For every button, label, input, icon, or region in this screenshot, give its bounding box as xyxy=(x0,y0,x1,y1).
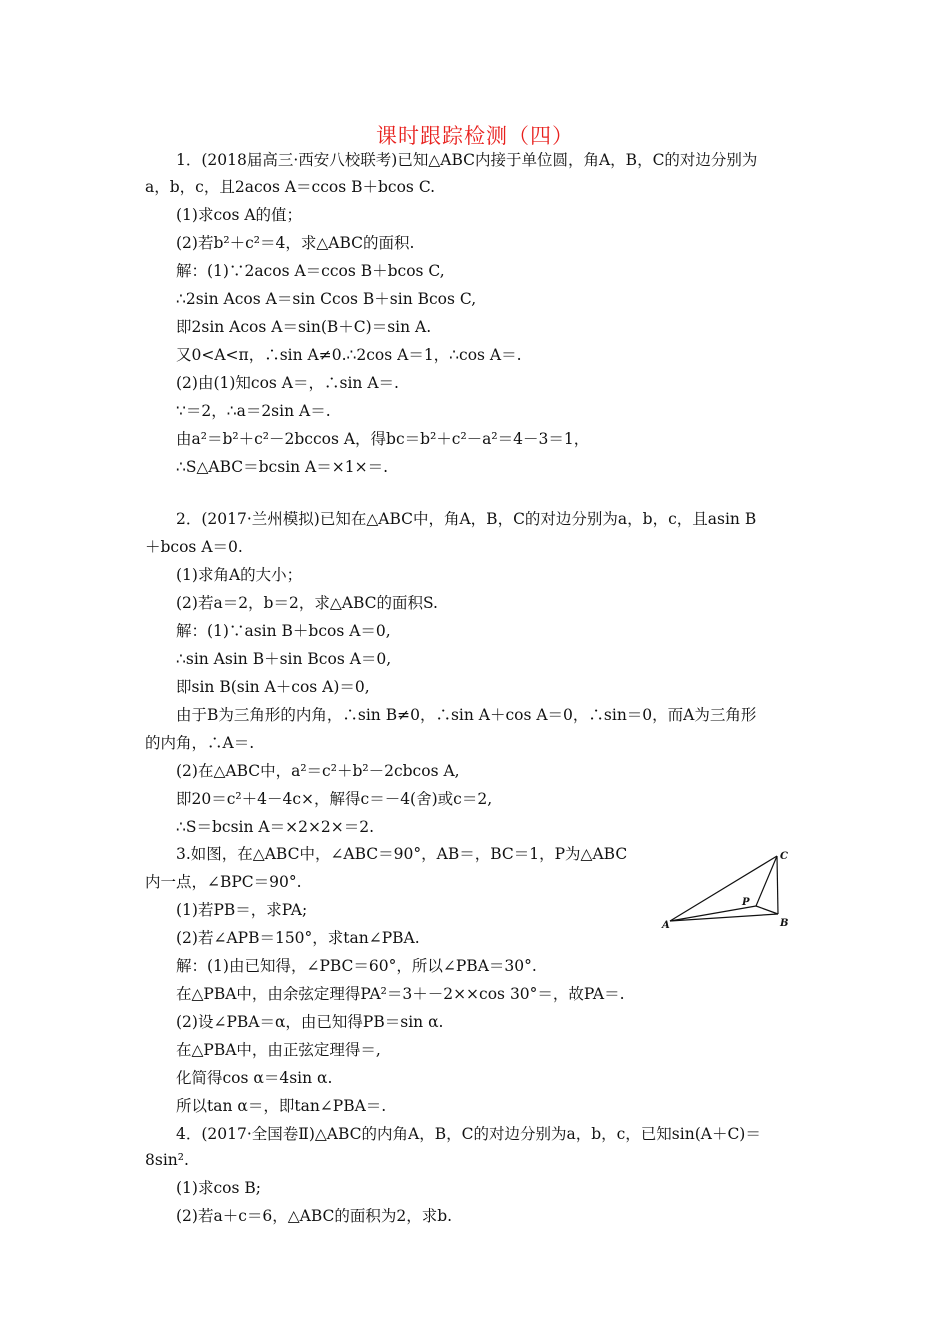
edge-pc xyxy=(756,856,777,906)
label-b: B xyxy=(780,918,789,929)
edge-ab xyxy=(670,914,778,921)
text-line: 在△PBA中，由余弦定理得PA²＝3＋－2××cos 30°＝，故PA＝. xyxy=(176,985,625,1003)
text-line: (2)设∠PBA＝α，由已知得PB＝sin α. xyxy=(176,1013,444,1031)
text-line: 的内角，∴A＝. xyxy=(145,734,255,752)
text-line: (1)求cos A的值； xyxy=(176,206,303,224)
text-line: (2)若∠APB＝150°，求tan∠PBA. xyxy=(176,929,420,947)
text-line: a，b，c，且2acos A＝ccos B＋bcos C. xyxy=(145,178,436,196)
text-line: ∴2sin Acos A＝sin Ccos B＋sin Bcos C, xyxy=(176,290,477,308)
edge-pb xyxy=(756,906,778,914)
edge-bc xyxy=(777,856,778,914)
text-line: 内一点，∠BPC＝90°. xyxy=(145,873,302,891)
text-line: 即2sin Acos A＝sin(B＋C)＝sin A. xyxy=(176,318,432,336)
text-line: 1．(2018届高三·西安八校联考)已知△ABC内接于单位圆，角A，B，C的对边分别为 xyxy=(176,151,758,169)
text-line: 8sin². xyxy=(145,1151,189,1169)
text-line: ＋bcos A＝0. xyxy=(145,538,243,556)
text-line: 4．(2017·全国卷Ⅱ)△ABC的内角A，B，C的对边分别为a，b，c，已知sin(A＋C)＝ xyxy=(176,1125,761,1143)
text-line: (2)由(1)知cos A＝，∴sin A＝. xyxy=(176,374,399,392)
triangle-figure xyxy=(656,848,796,934)
text-line: ∴S＝bcsin A＝×2×2×＝2. xyxy=(176,818,375,836)
text-line: 2．(2017·兰州模拟)已知在△ABC中，角A，B，C的对边分别为a，b，c，且asin B xyxy=(176,510,757,528)
text-line: 解：(1)∵2acos A＝ccos B＋bcos C, xyxy=(176,262,445,280)
text-line: (2)若a＋c＝6，△ABC的面积为2，求b. xyxy=(176,1207,453,1225)
text-line: (2)在△ABC中，a²＝c²＋b²－2cbcos A, xyxy=(176,762,460,780)
text-line: 即20＝c²＋4－4c×，解得c＝－4(舍)或c＝2, xyxy=(176,790,493,808)
label-a: A xyxy=(662,920,670,931)
text-line: 由于B为三角形的内角，∴sin B≠0，∴sin A＋cos A＝0，∴sin＝0，而A为三角形 xyxy=(176,706,757,724)
label-c: C xyxy=(780,851,788,862)
text-line: ∴S△ABC＝bcsin A＝×1×＝. xyxy=(176,458,389,476)
page-title: 课时跟踪检测（四） xyxy=(376,124,574,148)
text-line: 化简得cos α＝4sin α. xyxy=(176,1069,333,1087)
label-p: P xyxy=(742,897,750,908)
text-line: (2)若b²＋c²＝4，求△ABC的面积. xyxy=(176,234,415,252)
text-line: 由a²＝b²＋c²－2bccos A，得bc＝b²＋c²－a²＝4－3＝1， xyxy=(176,430,590,448)
text-line: ∴sin Asin B＋sin Bcos A＝0, xyxy=(176,650,392,668)
text-line: 解：(1)∵asin B＋bcos A＝0, xyxy=(176,622,391,640)
text-line: 3.如图，在△ABC中，∠ABC＝90°，AB＝，BC＝1，P为△ABC xyxy=(176,845,628,863)
text-line: 即sin B(sin A＋cos A)＝0, xyxy=(176,678,370,696)
text-line: (2)若a＝2，b＝2，求△ABC的面积S. xyxy=(176,594,438,612)
text-line: (1)求cos B; xyxy=(176,1179,261,1197)
text-line: (1)若PB＝，求PA; xyxy=(176,901,308,919)
text-line: 解：(1)由已知得，∠PBC＝60°，所以∠PBA＝30°. xyxy=(176,957,537,975)
triangle-diagram xyxy=(656,848,796,934)
text-line: 又0<A<π，∴sin A≠0.∴2cos A＝1，∴cos A＝. xyxy=(176,346,522,364)
text-line: (1)求角A的大小； xyxy=(176,566,303,584)
text-line: 所以tan α＝，即tan∠PBA＝. xyxy=(176,1097,387,1115)
text-line: 在△PBA中，由正弦定理得＝, xyxy=(176,1041,381,1059)
text-line: ∵＝2，∴a＝2sin A＝. xyxy=(176,402,331,420)
